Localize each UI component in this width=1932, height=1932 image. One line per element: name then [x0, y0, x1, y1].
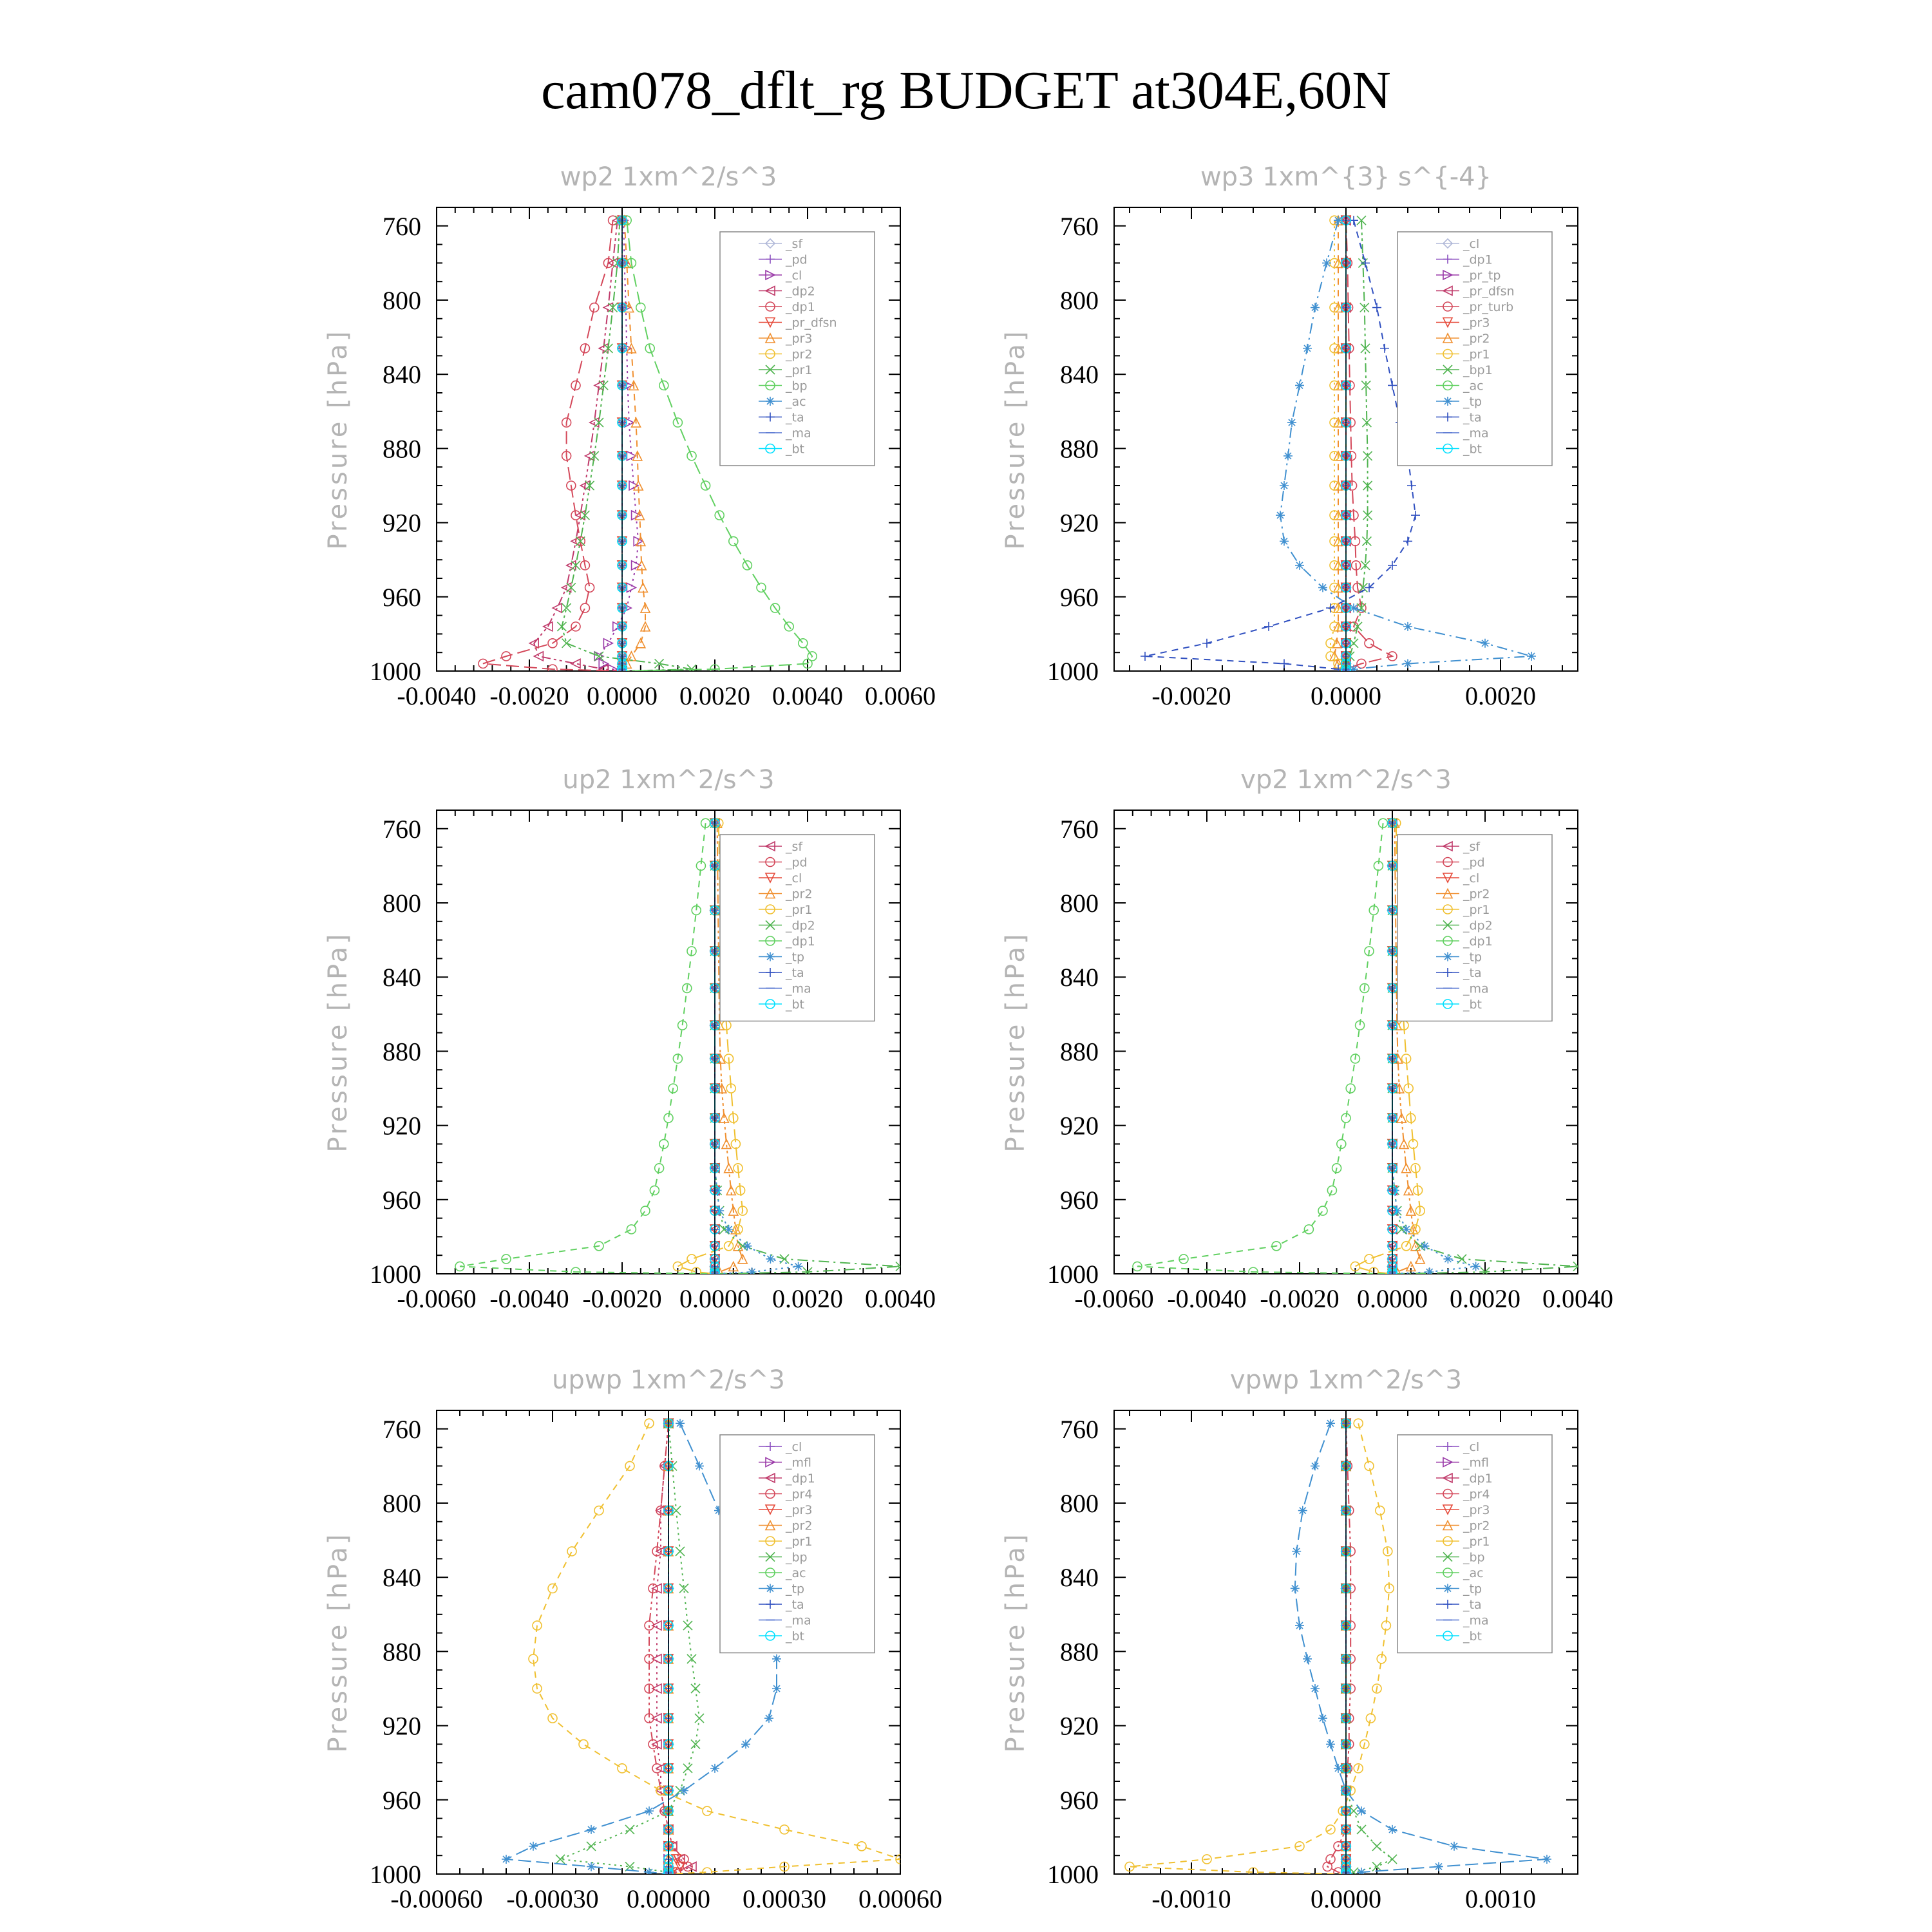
legend-label: _ta	[1463, 410, 1482, 425]
legend-label: _dp2	[1463, 918, 1493, 933]
y-tick-label: 880	[383, 1037, 421, 1066]
legend-label: _pr3	[786, 332, 813, 346]
y-axis-label: Pressure [hPa]	[1001, 1531, 1030, 1753]
legend-label: _ma	[786, 426, 811, 440]
legend	[720, 1435, 875, 1653]
data-point	[724, 1225, 734, 1234]
data-point	[1450, 1842, 1459, 1851]
y-tick-label: 920	[383, 508, 421, 538]
y-tick-label: 960	[1060, 582, 1099, 612]
data-point	[627, 652, 636, 661]
legend-label: _pr1	[786, 363, 813, 377]
data-point	[645, 1806, 654, 1815]
legend-label: _pr_tp	[1463, 269, 1501, 283]
y-tick-label: 880	[383, 434, 421, 464]
data-point	[1318, 583, 1327, 592]
data-point	[695, 1461, 704, 1470]
x-tick-label: -0.00060	[390, 1884, 483, 1913]
data-point	[587, 1842, 596, 1851]
series-line	[1346, 220, 1392, 671]
data-point	[1472, 1262, 1481, 1271]
legend-label: _pr1	[1463, 347, 1490, 362]
y-tick-label: 840	[383, 360, 421, 390]
legend-label: _sf	[1463, 840, 1481, 854]
data-point	[1365, 1255, 1374, 1264]
x-tick-label: 0.0000	[679, 1284, 750, 1313]
data-point	[741, 1739, 750, 1748]
data-point	[1327, 1186, 1336, 1195]
legend-label: _bp	[786, 1550, 808, 1565]
data-point	[1542, 1855, 1551, 1864]
data-point	[1298, 1506, 1307, 1515]
data-point	[1202, 639, 1211, 648]
data-point	[1365, 1461, 1374, 1470]
legend-label: _dp1	[1463, 934, 1493, 949]
data-point	[766, 1255, 775, 1264]
data-point	[1357, 1868, 1366, 1877]
legend-label: _mfl	[786, 1455, 811, 1470]
legend-label: _pr1	[786, 1535, 813, 1549]
y-axis-label: Pressure [hPa]	[323, 328, 353, 550]
x-tick-label: -0.0060	[397, 1284, 477, 1313]
y-tick-label: 920	[383, 1711, 421, 1741]
x-tick-label: 0.0060	[865, 681, 936, 710]
y-tick-label: 960	[1060, 1185, 1099, 1215]
legend-label: _ma	[1463, 1613, 1489, 1628]
x-tick-label: 0.0000	[1357, 1284, 1428, 1313]
y-axis-label: Pressure [hPa]	[323, 1531, 353, 1753]
data-point	[766, 397, 775, 406]
data-point	[1295, 561, 1304, 570]
data-point	[618, 1764, 627, 1773]
x-tick-label: -0.0040	[397, 681, 477, 710]
x-tick-label: -0.0040	[489, 1284, 569, 1313]
legend-label: _bt	[1463, 998, 1482, 1012]
panel-title: wp3 1xm^{3} s^{-4}	[1200, 162, 1492, 192]
series-line	[560, 1423, 699, 1874]
legend-label: _ma	[786, 1613, 811, 1628]
legend-label: _tp	[786, 1582, 805, 1596]
y-tick-label: 760	[383, 211, 421, 241]
data-point	[676, 1547, 685, 1556]
panel-title: wp2 1xm^2/s^3	[560, 162, 777, 192]
legend-label: _sf	[786, 840, 803, 854]
data-point	[567, 1547, 576, 1556]
y-tick-label: 1000	[1047, 1860, 1099, 1889]
data-point	[1481, 639, 1490, 648]
y-tick-label: 760	[383, 1414, 421, 1444]
legend-label: _pr2	[1463, 332, 1490, 346]
x-tick-label: 0.0040	[865, 1284, 936, 1313]
data-point	[729, 536, 738, 545]
data-point	[1365, 639, 1374, 648]
data-point	[748, 1267, 757, 1276]
data-point	[1366, 1714, 1375, 1723]
data-point	[1403, 536, 1412, 545]
legend-label: _cl	[1463, 237, 1480, 251]
legend-label: _bp1	[1463, 363, 1493, 377]
legend-label: _cl	[786, 1440, 802, 1454]
legend-label: _ac	[1463, 379, 1484, 393]
data-point	[1403, 659, 1412, 668]
legend-label: _ma	[1463, 981, 1489, 996]
y-tick-label: 920	[1060, 1711, 1099, 1741]
legend-label: _pr2	[786, 1519, 813, 1533]
y-tick-label: 800	[1060, 1489, 1099, 1518]
y-tick-label: 1000	[1047, 657, 1099, 686]
data-point	[1326, 603, 1335, 612]
y-tick-label: 880	[1060, 434, 1099, 464]
data-point	[772, 1654, 781, 1663]
data-point	[676, 1419, 685, 1428]
x-tick-label: -0.0010	[1151, 1884, 1231, 1913]
data-point	[641, 1206, 650, 1215]
panel-4	[1001, 765, 1613, 1313]
data-point	[1295, 1621, 1304, 1630]
data-point	[1411, 511, 1420, 520]
x-tick-label: -0.00030	[506, 1884, 599, 1913]
legend	[720, 835, 875, 1021]
x-tick-label: -0.0020	[489, 681, 569, 710]
data-point	[636, 303, 645, 312]
legend-label: _pr_turb	[1463, 300, 1514, 314]
legend-label: _dp1	[786, 1472, 815, 1486]
data-point	[1311, 303, 1320, 312]
y-tick-label: 760	[1060, 1414, 1099, 1444]
panel-title: vp2 1xm^2/s^3	[1240, 765, 1452, 795]
legend-label: _ta	[786, 410, 804, 425]
data-point	[1388, 1855, 1397, 1864]
legend-label: _pd	[786, 855, 808, 870]
data-point	[645, 1868, 654, 1877]
panel-6	[1001, 1365, 1578, 1913]
x-tick-label: -0.0040	[1167, 1284, 1247, 1313]
legend-label: _cl	[1463, 1440, 1480, 1454]
legend-label: _ta	[1463, 966, 1482, 980]
x-tick-label: 0.0000	[1311, 681, 1381, 710]
data-point	[650, 1186, 659, 1195]
legend-label: _dp1	[786, 934, 815, 949]
legend-label: _sf	[786, 237, 803, 251]
legend-label: _pr3	[1463, 1503, 1490, 1517]
data-point	[579, 1739, 588, 1748]
y-tick-label: 800	[383, 889, 421, 918]
legend-label: _pr1	[1463, 1535, 1490, 1549]
data-point	[1354, 1419, 1363, 1428]
data-point	[1326, 1419, 1335, 1428]
legend-label: _pr2	[1463, 1519, 1490, 1533]
figure-title: cam078_dflt_rg BUDGET at304E,60N	[541, 61, 1391, 120]
legend-label: _cl	[786, 871, 802, 886]
legend-label: _pr4	[786, 1487, 813, 1502]
legend-label: _ta	[786, 1598, 804, 1612]
legend-label: _bt	[786, 998, 805, 1012]
data-point	[1322, 258, 1331, 267]
legend-label: _tp	[1463, 395, 1482, 409]
data-point	[529, 1842, 538, 1851]
y-tick-label: 1000	[370, 1860, 421, 1889]
y-tick-label: 960	[383, 1185, 421, 1215]
legend-label: _pr2	[786, 887, 813, 902]
data-point	[1318, 1206, 1327, 1215]
x-tick-label: 0.0010	[1465, 1884, 1536, 1913]
data-point	[1443, 1255, 1452, 1264]
data-point	[534, 652, 543, 661]
legend-label: _tp	[1463, 950, 1482, 965]
data-point	[764, 1714, 773, 1723]
data-point	[562, 639, 571, 648]
legend-label: _bt	[786, 442, 805, 457]
legend-label: _ma	[1463, 426, 1489, 440]
legend-label: _dp1	[1463, 1472, 1493, 1486]
x-tick-label: 0.00030	[743, 1884, 826, 1913]
legend-label: _cl	[786, 269, 802, 283]
data-point	[1295, 381, 1304, 390]
data-point	[1283, 451, 1293, 460]
data-point	[1303, 344, 1312, 353]
data-point	[1280, 659, 1289, 668]
y-tick-label: 760	[1060, 814, 1099, 844]
y-tick-label: 800	[383, 286, 421, 315]
y-axis-label: Pressure [hPa]	[323, 931, 353, 1153]
data-point	[679, 1786, 688, 1795]
x-tick-label: -0.0020	[1260, 1284, 1340, 1313]
data-point	[1402, 1225, 1411, 1234]
data-point	[780, 1825, 789, 1834]
legend-label: _cl	[1463, 871, 1480, 886]
y-tick-label: 920	[383, 1111, 421, 1141]
data-point	[1292, 1547, 1301, 1556]
data-point	[1311, 1684, 1320, 1693]
panel-title: up2 1xm^2/s^3	[562, 765, 775, 795]
series-line	[483, 220, 622, 671]
data-point	[1425, 1267, 1434, 1276]
legend-label: _ac	[786, 1566, 806, 1580]
data-point	[1443, 397, 1452, 406]
data-point	[1141, 652, 1150, 661]
panel-title: upwp 1xm^2/s^3	[552, 1365, 785, 1395]
panel-2	[1001, 162, 1578, 710]
x-tick-label: 0.0020	[1465, 681, 1536, 710]
data-point	[1318, 1714, 1327, 1723]
legend	[1397, 835, 1552, 1021]
x-tick-label: 0.0040	[1542, 1284, 1613, 1313]
data-point	[683, 1621, 692, 1630]
x-tick-label: 0.00060	[858, 1884, 942, 1913]
legend-label: _pd	[1463, 855, 1485, 870]
legend-label: _bt	[786, 1629, 805, 1643]
data-point	[1361, 258, 1370, 267]
data-point	[590, 303, 599, 312]
data-point	[683, 1764, 692, 1773]
x-tick-label: -0.0020	[582, 1284, 662, 1313]
x-tick-label: 0.0020	[679, 681, 750, 710]
legend-label: _ac	[786, 395, 806, 409]
y-tick-label: 1000	[1047, 1260, 1099, 1289]
legend-label: _bp	[786, 379, 808, 393]
y-tick-label: 760	[1060, 211, 1099, 241]
data-point	[687, 1255, 696, 1264]
legend-label: _pd	[786, 252, 808, 267]
data-point	[636, 639, 645, 648]
series-line	[1346, 1423, 1392, 1874]
legend	[1397, 1435, 1552, 1653]
y-tick-label: 960	[383, 582, 421, 612]
legend-label: _pr2	[1463, 887, 1490, 902]
data-point	[1291, 1584, 1300, 1593]
data-point	[691, 1684, 700, 1693]
data-point	[502, 1855, 511, 1864]
series-line	[1145, 220, 1416, 671]
legend-label: _pr3	[786, 1503, 813, 1517]
x-tick-label: 0.0000	[1311, 1884, 1381, 1913]
panels	[323, 162, 1613, 1913]
data-point	[857, 1842, 866, 1851]
data-point	[710, 1764, 719, 1773]
legend-label: _bp	[1463, 1550, 1485, 1565]
data-point	[553, 603, 562, 612]
data-point	[1443, 1584, 1452, 1593]
legend	[720, 232, 875, 466]
x-tick-label: 0.0020	[772, 1284, 843, 1313]
data-point	[766, 1584, 775, 1593]
data-point	[627, 1225, 636, 1234]
data-point	[587, 1862, 596, 1871]
y-tick-label: 840	[383, 1563, 421, 1593]
data-point	[799, 639, 808, 648]
y-tick-label: 880	[1060, 1037, 1099, 1066]
data-point	[1380, 344, 1389, 353]
data-point	[766, 952, 775, 961]
legend-label: _pr1	[1463, 903, 1490, 917]
data-point	[1287, 418, 1296, 427]
legend-label: _ma	[786, 981, 811, 996]
y-tick-label: 760	[383, 814, 421, 844]
data-point	[1304, 1225, 1313, 1234]
legend-label: _pr3	[1463, 316, 1490, 330]
legend-label: _pr2	[786, 347, 813, 362]
data-point	[594, 1506, 603, 1515]
legend-label: _ac	[1463, 1566, 1484, 1580]
legend-label: _bt	[1463, 1629, 1482, 1643]
data-point	[1326, 1739, 1335, 1748]
data-point	[625, 1825, 634, 1834]
data-point	[580, 603, 589, 612]
y-tick-label: 800	[1060, 286, 1099, 315]
series-line	[460, 823, 715, 1274]
y-tick-label: 800	[1060, 889, 1099, 918]
data-point	[1527, 652, 1536, 661]
data-point	[1280, 481, 1289, 490]
legend-label: _pr4	[1463, 1487, 1490, 1502]
data-point	[587, 1825, 596, 1834]
data-point	[1280, 536, 1289, 545]
legend-label: _dp1	[786, 300, 815, 314]
legend-label: _tp	[1463, 1582, 1482, 1596]
data-point	[1276, 511, 1285, 520]
legend-label: _ta	[1463, 1598, 1482, 1612]
y-tick-label: 920	[1060, 508, 1099, 538]
x-tick-label: 0.0020	[1450, 1284, 1520, 1313]
data-point	[1388, 1825, 1397, 1834]
x-tick-label: 0.0000	[587, 681, 658, 710]
legend-label: _dp2	[786, 284, 815, 299]
data-point	[794, 1262, 803, 1271]
x-tick-label: 0.00000	[627, 1884, 710, 1913]
y-axis-label: Pressure [hPa]	[1001, 328, 1030, 550]
data-point	[1264, 622, 1273, 631]
y-tick-label: 840	[383, 963, 421, 992]
legend-label: _mfl	[1463, 1455, 1489, 1470]
data-point	[645, 1419, 654, 1428]
x-tick-label: -0.0020	[1151, 681, 1231, 710]
data-point	[1303, 1654, 1312, 1663]
data-point	[1403, 622, 1412, 631]
x-tick-label: -0.0060	[1074, 1284, 1154, 1313]
data-point	[1372, 1842, 1381, 1851]
y-tick-label: 840	[1060, 360, 1099, 390]
series-line	[1137, 823, 1392, 1274]
data-point	[1357, 1825, 1366, 1834]
y-tick-label: 1000	[370, 657, 421, 686]
y-tick-label: 840	[1060, 963, 1099, 992]
data-point	[1357, 1806, 1366, 1815]
y-tick-label: 960	[1060, 1785, 1099, 1815]
x-tick-label: 0.0040	[772, 681, 843, 710]
y-tick-label: 800	[383, 1489, 421, 1518]
legend	[1397, 232, 1552, 466]
data-point	[1311, 1461, 1320, 1470]
legend-label: _bt	[1463, 442, 1482, 457]
data-point	[743, 1242, 752, 1251]
panel-3	[323, 765, 936, 1313]
data-point	[757, 583, 766, 592]
legend-label: _ta	[786, 966, 804, 980]
panel-5	[323, 1365, 942, 1913]
legend-label: _pr_dfsn	[1463, 284, 1515, 299]
y-axis-label: Pressure [hPa]	[1001, 931, 1030, 1153]
y-tick-label: 920	[1060, 1111, 1099, 1141]
series-line	[534, 220, 622, 671]
data-point	[772, 1684, 781, 1693]
legend-label: _dp2	[786, 918, 815, 933]
legend-label: _pr_dfsn	[786, 316, 837, 330]
data-point	[1420, 1242, 1429, 1251]
data-point	[1434, 1862, 1443, 1871]
legend-label: _dp1	[1463, 252, 1493, 267]
data-point	[562, 603, 571, 612]
legend-label: _tp	[786, 950, 805, 965]
y-tick-label: 960	[383, 1785, 421, 1815]
data-point	[1407, 481, 1416, 490]
data-point	[557, 622, 566, 631]
legend-label: _pr1	[786, 903, 813, 917]
data-point	[1443, 952, 1452, 961]
data-point	[695, 1714, 704, 1723]
y-tick-label: 840	[1060, 1563, 1099, 1593]
data-point	[1388, 381, 1397, 390]
panel-1	[323, 162, 936, 710]
panel-title: vpwp 1xm^2/s^3	[1229, 1365, 1463, 1395]
data-point	[1372, 303, 1381, 312]
y-tick-label: 880	[1060, 1637, 1099, 1667]
y-tick-label: 880	[383, 1637, 421, 1667]
y-tick-label: 1000	[370, 1260, 421, 1289]
